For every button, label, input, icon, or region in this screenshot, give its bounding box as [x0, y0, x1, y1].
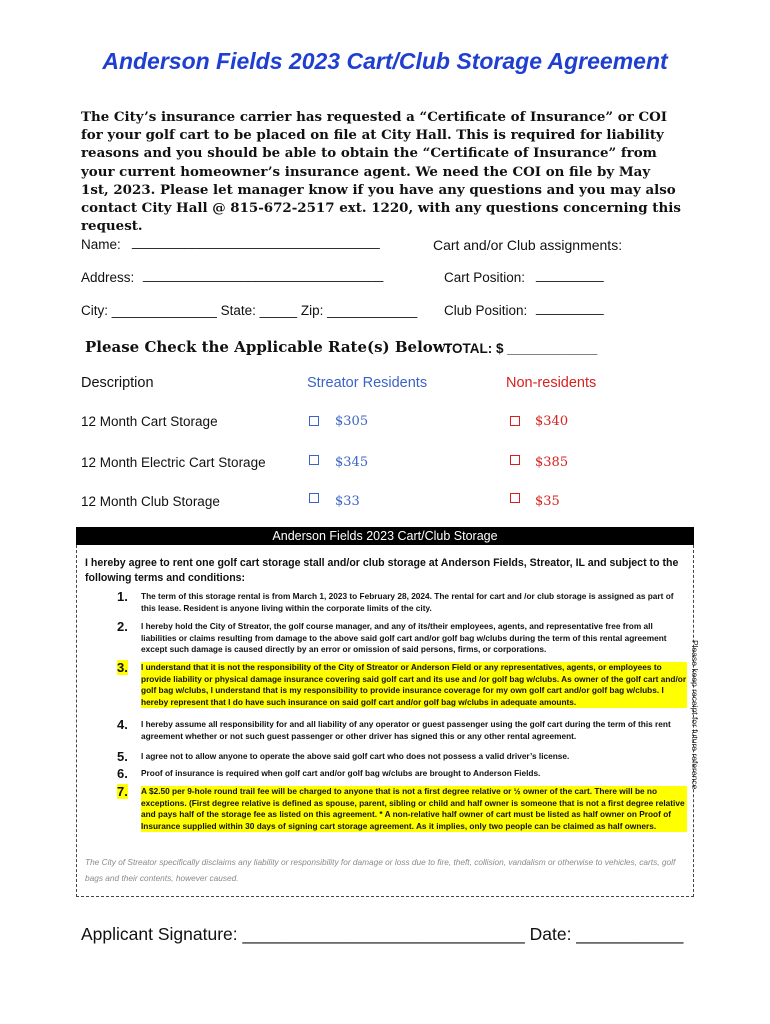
term-item	[117, 662, 687, 708]
resident-cart-checkbox[interactable]	[309, 416, 319, 426]
term-number: 1.	[117, 589, 128, 604]
resident-club-checkbox[interactable]	[309, 493, 319, 503]
term-item	[117, 719, 687, 742]
col-residents: Streator Residents	[307, 375, 428, 391]
nonresident-price: $385	[535, 455, 569, 470]
col-description: Description	[81, 375, 154, 391]
signature-line[interactable]: Applicant Signature: _____________________________ Date: ___________	[81, 924, 684, 944]
term-number: 2.	[117, 619, 128, 634]
term-text: I agree not to allow anyone to operate the above said golf cart who does not possess a valid driver’s license.	[141, 751, 570, 761]
resident-price: $305	[335, 414, 369, 429]
cart-position-field[interactable]: _________	[536, 267, 604, 282]
col-nonresidents: Non-residents	[506, 375, 597, 391]
side-note: Please keep receipt for future reference	[690, 640, 700, 790]
club-position-field[interactable]: _________	[536, 300, 604, 315]
term-text: A $2.50 per 9-hole round trail fee will be charged to anyone that is not a first degree relative or ½ owner of the cart. There will be no exceptions. (First degree relative is defined as spouse, parent, sibling or child and half owner is someone that is not a first degree relative and pays half of the storage fee as listed on this agreement. * A non-relative half owner of cart must be listed as half owner on Proof of Insurance supplied within 30 days of signing cart storage agreement. As it implies, only two people can be claimed as half owners.	[141, 786, 687, 832]
intro-paragraph: The City’s insurance carrier has requested a “Certificate of Insurance” or COI for your golf cart to be placed on file at City Hall. This is required for liability reasons and you should be able to obtain the “Certificate of Insurance” from your current homeowner’s insurance agent. We need the COI on file by May 1st, 2023. Please let manager know if you have any questions and you may also contact City Hall @ 815-672-2517 ext. 1220, with any questions concerning this request.	[81, 109, 681, 235]
resident-electric-cart-checkbox[interactable]	[309, 455, 319, 465]
term-number: 5.	[117, 749, 128, 764]
name-label: Name:	[81, 237, 121, 252]
term-text: I hereby assume all responsibility for and all liability of any operator or guest passenger using the golf cart during the term of this rent agreement whether or not such guest passenger or other driver has signed this or any other rental agreement.	[141, 719, 671, 741]
term-number: 6.	[117, 766, 128, 781]
nonresident-electric-cart-checkbox[interactable]	[510, 455, 520, 465]
nonresident-price: $35	[535, 494, 560, 509]
term-item	[117, 591, 687, 614]
term-item	[117, 786, 687, 832]
term-item	[117, 768, 687, 780]
resident-price: $345	[335, 455, 369, 470]
agreement-intro: I hereby agree to rent one golf cart storage stall and/or club storage at Anderson Fields, Streator, IL and subject to the following terms and conditions:	[85, 557, 679, 584]
term-text: The term of this storage rental is from March 1, 2023 to February 28, 2024. The rental for cart and /or club storage is assigned as part of this lease. Resident is anyone living within the corporate limits of the city.	[141, 591, 674, 613]
term-number: 3.	[117, 660, 128, 675]
address-field[interactable]: ________________________________	[143, 267, 384, 282]
page-title: Anderson Fields 2023 Cart/Club Storage Agreement	[102, 48, 668, 74]
term-text: I understand that it is not the responsibility of the City of Streator or Anderson Field or any representatives, agents, or employees to provide liability or physical damage insurance covering said golf cart and its use and /or golf bag w/clubs. As owner of the golf cart and/or golf bag w/clubs, I understand that is my responsibility to provide insurance coverage for my own golf cart and/or golf bag w/clubs. I hereby represent that I do have such insurance on said golf cart and/or golf bag w/clubs in adequate amounts.	[141, 662, 687, 707]
resident-price: $33	[335, 494, 360, 509]
nonresident-cart-checkbox[interactable]	[510, 416, 520, 426]
term-text: I hereby hold the City of Streator, the golf course manager, and any of its/their employees, agents, and representative free from all liabilities or claims resulting from damage to the above said golf cart and/or golf bag w/clubs during the term of this rental agreement except such damage is caused directly by an error or omission of said persons, firms, or corporations.	[141, 621, 667, 655]
rate-description: 12 Month Electric Cart Storage	[81, 455, 266, 470]
term-number: 7.	[117, 784, 128, 799]
rate-description: 12 Month Club Storage	[81, 494, 220, 509]
liability-disclaimer: The City of Streator specifically disclaims any liability or responsibility for damage or loss due to fire, theft, collision, vandalism or otherwise to vehicles, carts, golf bags and their contents, however caused.	[85, 857, 676, 883]
name-field[interactable]: _________________________________	[132, 234, 380, 249]
city-state-zip-field[interactable]: City: ______________ State: _____ Zip: ____________	[81, 303, 418, 318]
term-number: 4.	[117, 717, 128, 732]
term-text: Proof of insurance is required when golf cart and/or golf bag w/clubs are brought to Anderson Fields.	[141, 768, 541, 778]
terms-title-bar: Anderson Fields 2023 Cart/Club Storage	[76, 527, 694, 545]
term-item	[117, 621, 687, 656]
nonresident-price: $340	[535, 414, 569, 429]
cart-position-label: Cart Position:	[444, 270, 526, 285]
term-item	[117, 751, 687, 763]
total-field[interactable]: TOTAL: $ ____________	[444, 341, 598, 356]
club-position-label: Club Position:	[444, 303, 528, 318]
rate-description: 12 Month Cart Storage	[81, 414, 218, 429]
nonresident-club-checkbox[interactable]	[510, 493, 520, 503]
assignments-heading: Cart and/or Club assignments:	[433, 237, 623, 253]
address-label: Address:	[81, 270, 135, 285]
rates-heading: Please Check the Applicable Rate(s) Below:	[85, 338, 452, 356]
